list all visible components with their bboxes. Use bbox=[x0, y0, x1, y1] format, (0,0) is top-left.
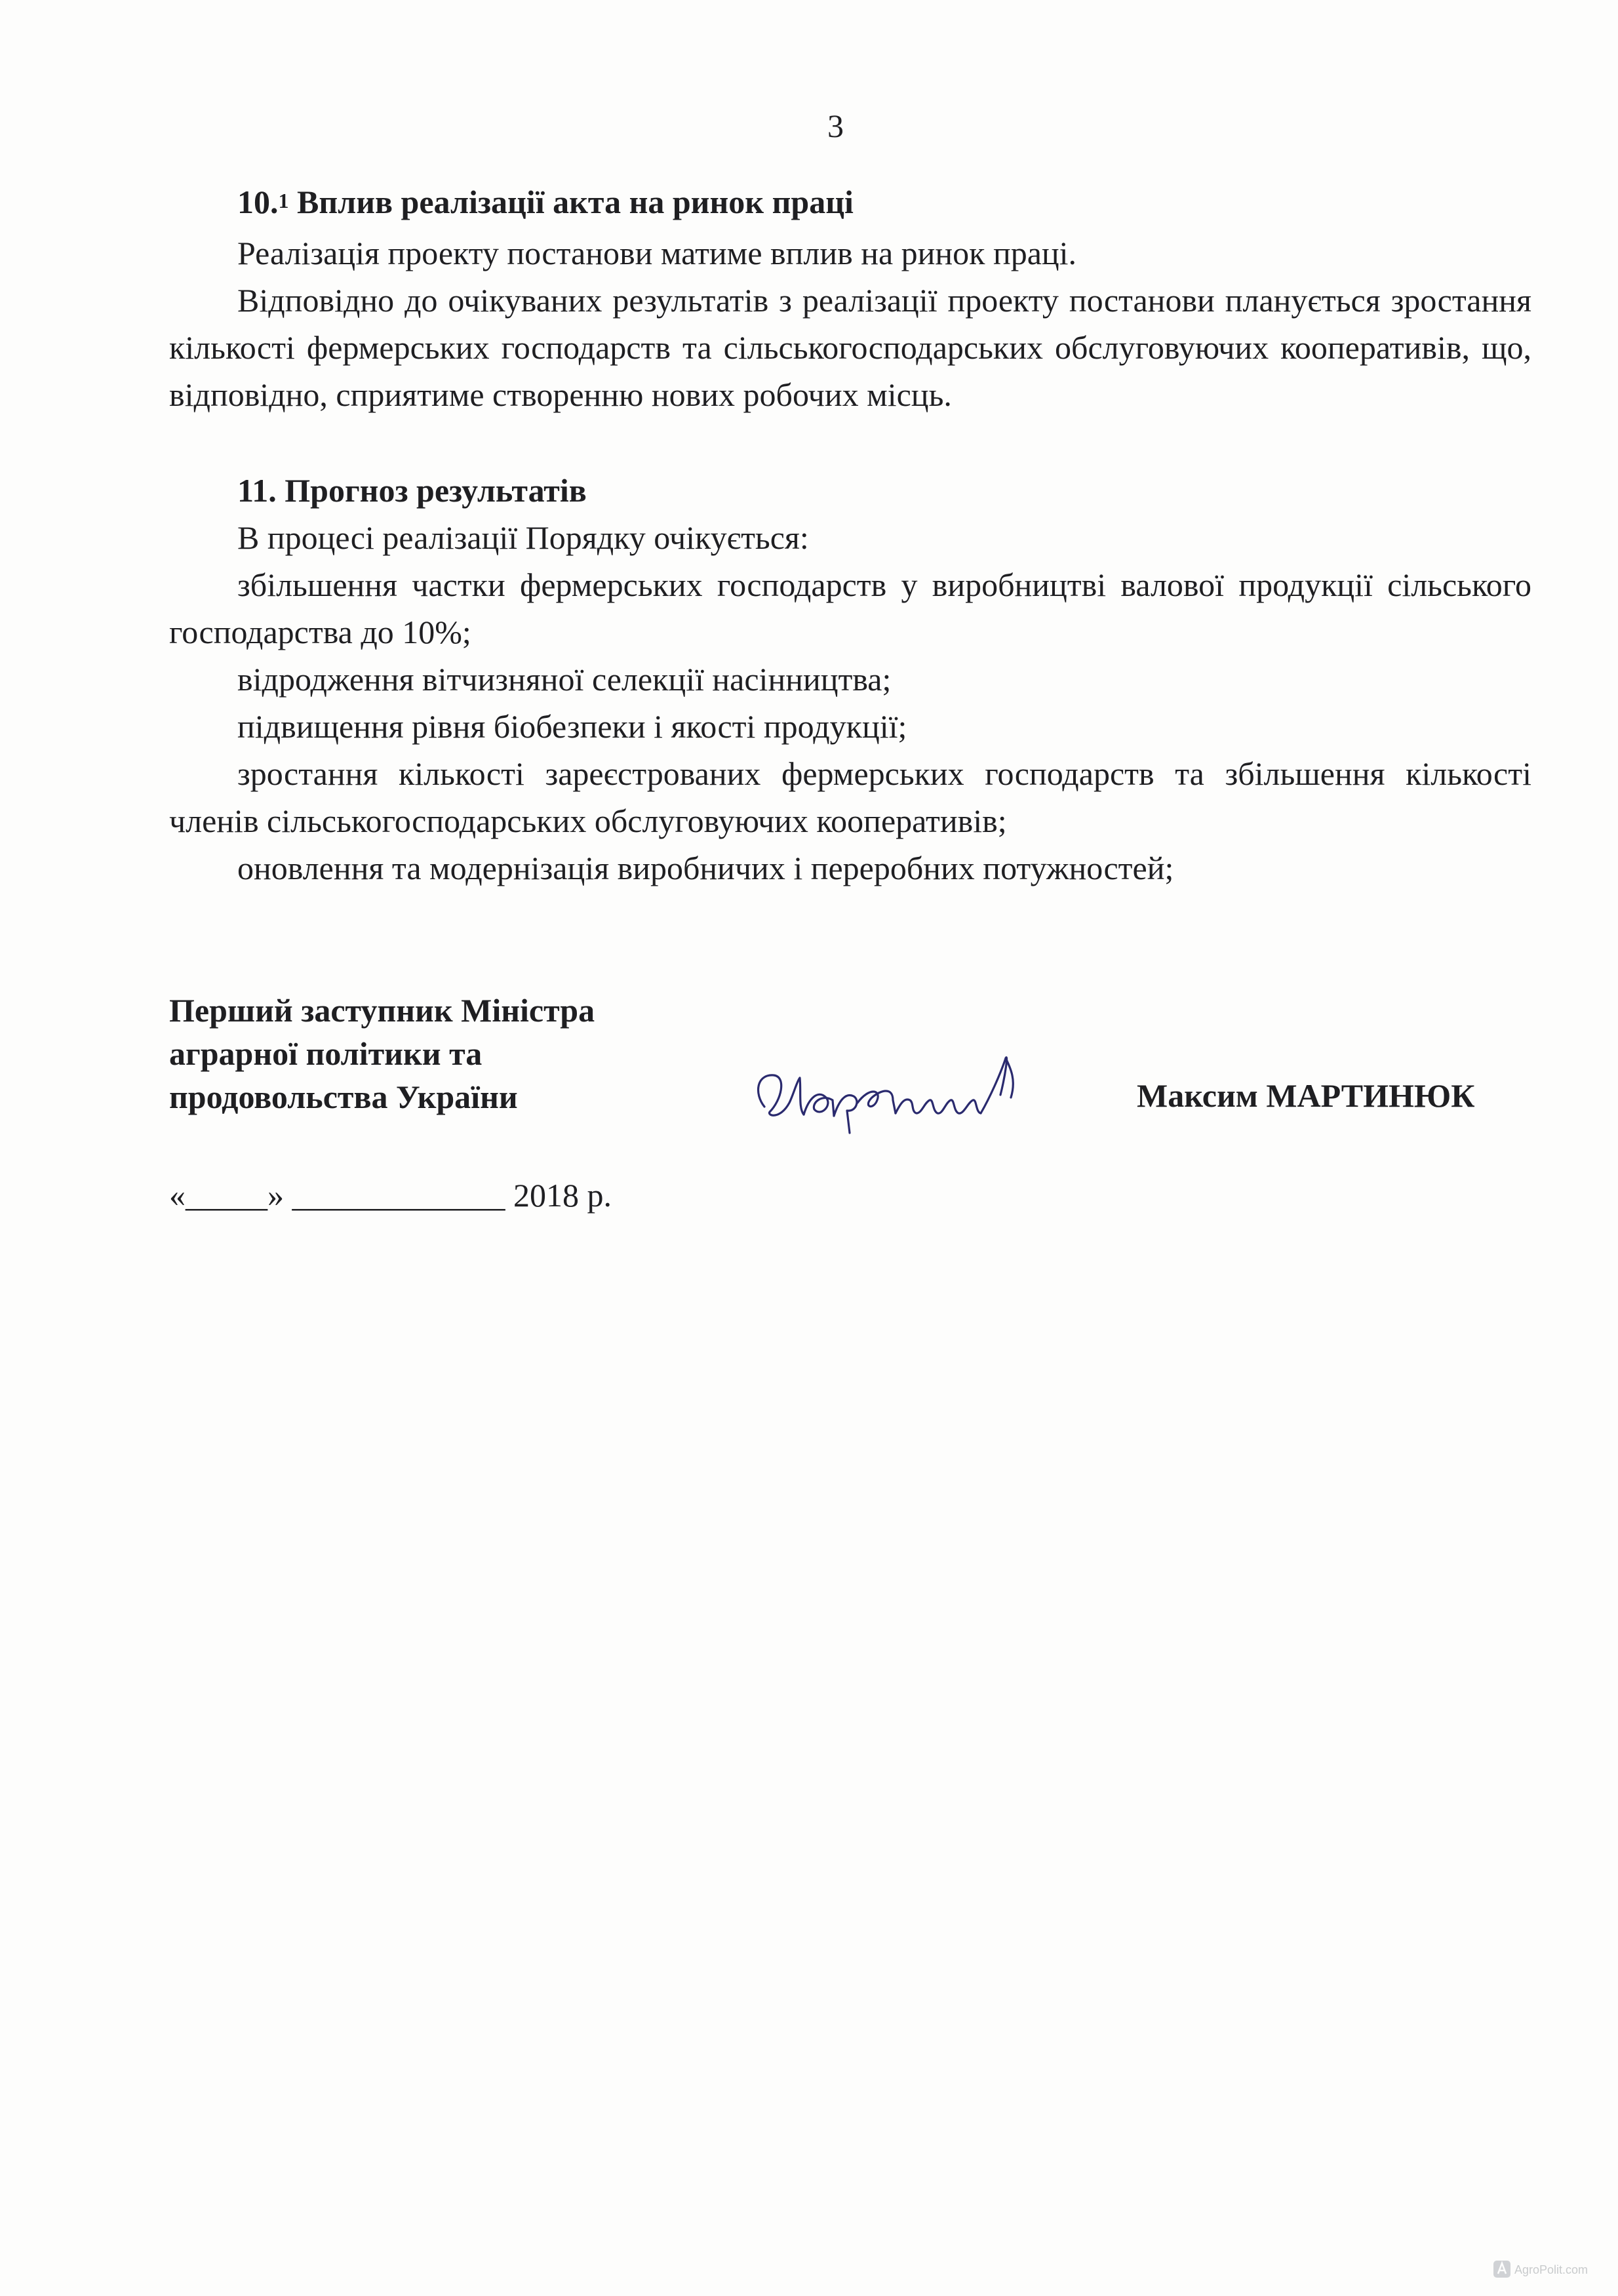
list-item: оновлення та модернізація виробничих і переробних потужностей; bbox=[237, 850, 1174, 886]
section-heading: 11. Прогноз результатів bbox=[237, 472, 587, 509]
signatory-name: Максим МАРТИНЮК bbox=[1137, 1077, 1475, 1114]
heading-number: 10. bbox=[237, 184, 279, 220]
position-line: аграрної політики та bbox=[169, 1035, 483, 1072]
paragraph: Відповідно до очікуваних результатів з реалізації проекту постанови планується зростання кількості фермерських господарств та сільськогосподарських обслуговуючих кооперативів, що, відповідно, сприятиме створенню нових робочих місць. bbox=[169, 282, 1531, 413]
heading-superscript: 1 bbox=[278, 189, 289, 212]
watermark-text: AgroPolit.com bbox=[1514, 2263, 1588, 2276]
section-labour-market bbox=[169, 178, 1531, 418]
position-line: Перший заступник Міністра bbox=[169, 992, 595, 1029]
paragraph: В процесі реалізації Порядку очікується: bbox=[237, 519, 809, 556]
date-line: «_____» _____________ 2018 р. bbox=[169, 1177, 612, 1214]
paragraph: Реалізація проекту постанови матиме вплив на ринок праці. bbox=[237, 235, 1077, 271]
handwritten-signature bbox=[741, 1035, 1069, 1139]
position-line: продовольства України bbox=[169, 1079, 518, 1115]
section-heading bbox=[169, 178, 1531, 229]
page-number: 3 bbox=[827, 108, 844, 144]
list-item: збільшення частки фермерських господарств у виробництві валової продукції сільського господарства до 10%; bbox=[169, 566, 1531, 650]
heading-title: Вплив реалізації акта на ринок праці bbox=[288, 184, 854, 220]
watermark-logo bbox=[1492, 2255, 1610, 2282]
section-forecast bbox=[169, 467, 1531, 892]
list-item: підвищення рівня біобезпеки і якості продукції; bbox=[237, 708, 907, 745]
list-item: зростання кількості зареєстрованих фермерських господарств та збільшення кількості членів сільськогосподарських обслуговуючих кооперативів; bbox=[169, 755, 1531, 839]
list-item: відродження вітчизняної селекції насінництва; bbox=[237, 661, 892, 698]
signatory-position bbox=[169, 989, 759, 1118]
